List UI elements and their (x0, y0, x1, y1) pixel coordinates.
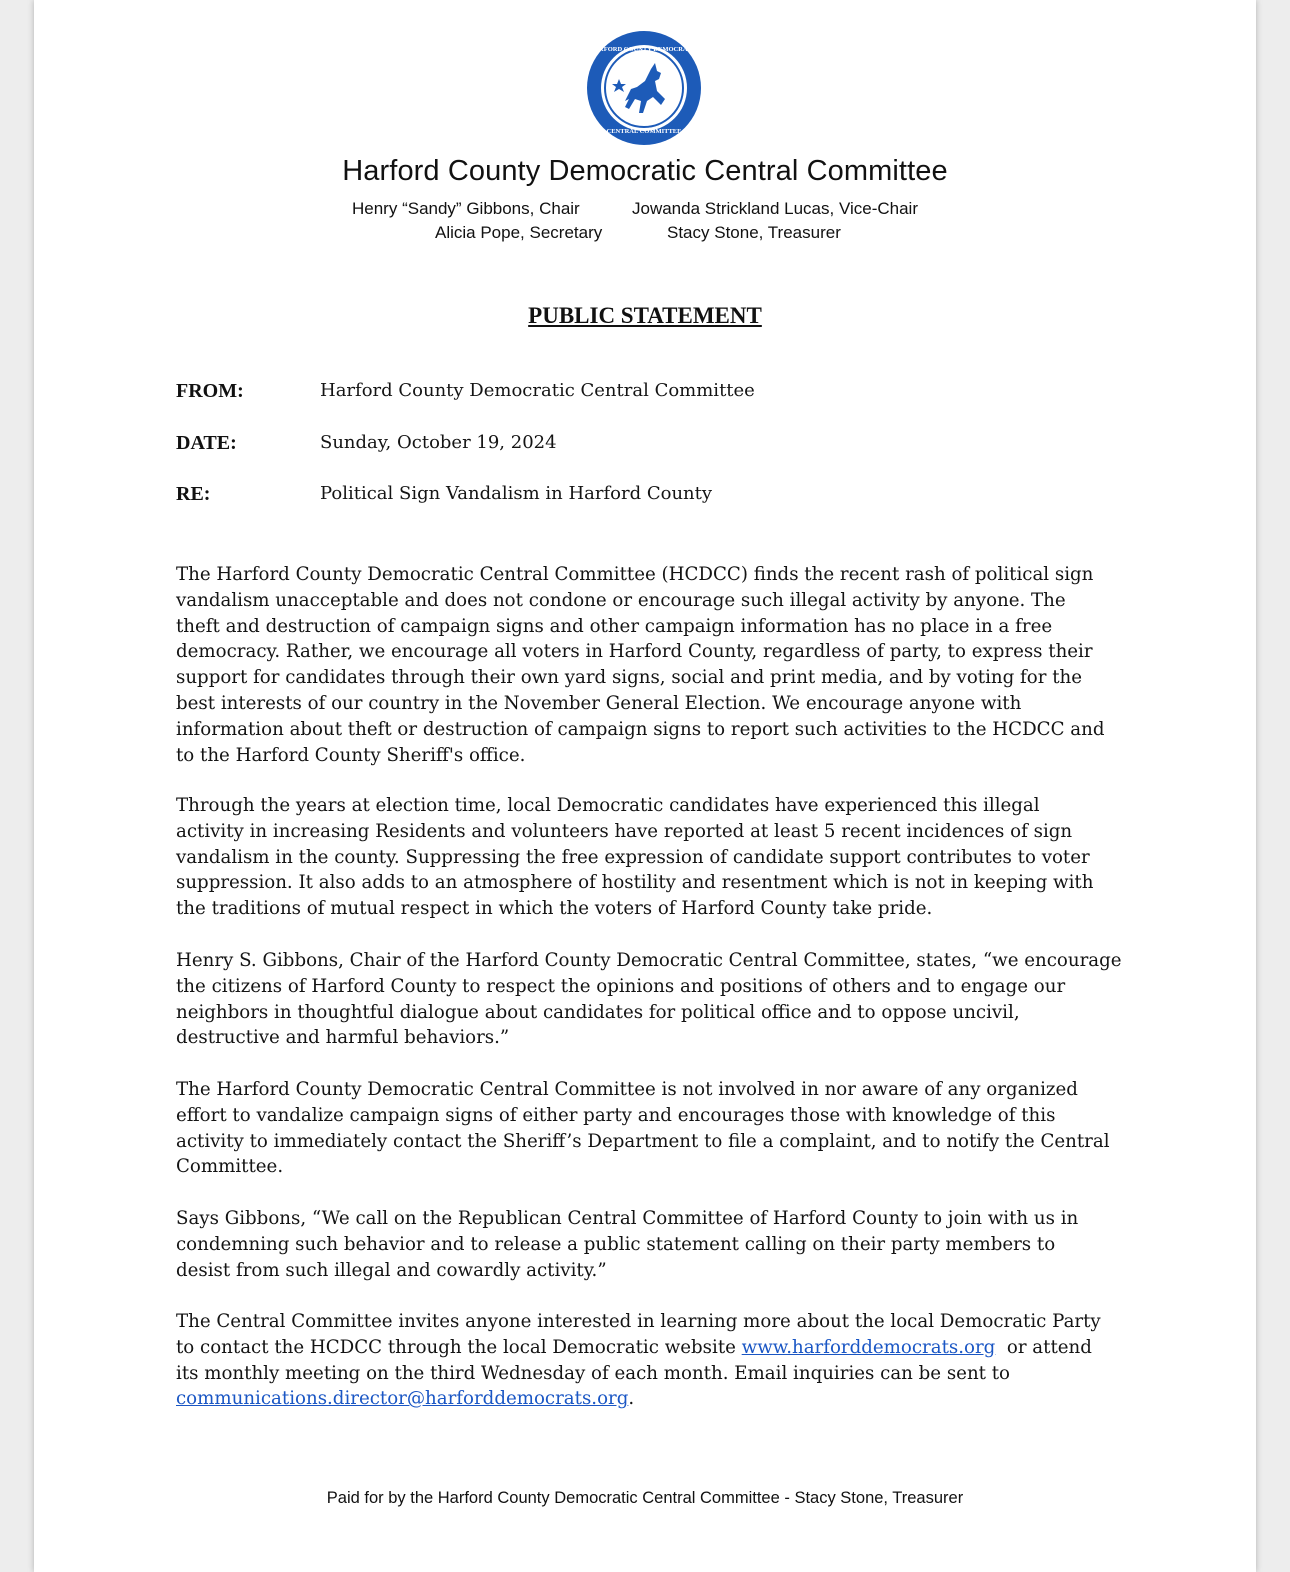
re-value: Political Sign Vandalism in Harford County (320, 483, 713, 504)
paid-for-footer: Paid for by the Harford County Democratic Central Committee - Stacy Stone, Treasurer (326, 1489, 964, 1507)
paragraph-line: information about theft or destruction of campaign signs to report such activities to the HCDCC and (176, 718, 1105, 740)
paragraph-line: democracy. Rather, we encourage all voters in Harford County, regardless of party, to express their (176, 641, 1093, 663)
closing-text: to contact the HCDCC through the local Democratic website (176, 1336, 742, 1358)
paragraph-line: suppression. It also adds to an atmosphere of hostility and resentment which is not in keeping with (176, 872, 1094, 894)
from-label: FROM: (176, 380, 244, 402)
paragraph-line: vandalism unacceptable and does not condone or encourage such illegal activity by anyone. The (176, 589, 1066, 611)
paragraph-line: support for candidates through their own yard signs, social and print media, and by voting for the (176, 667, 1082, 689)
officer-chair: Henry “Sandy” Gibbons, Chair (352, 199, 580, 218)
organization-title: Harford County Democratic Central Committee (342, 155, 948, 187)
paragraph-line: the citizens of Harford County to respect the opinions and positions of others and to engage our (176, 975, 1066, 997)
document-page (34, 0, 1256, 1572)
paragraph-line: Through the years at election time, local Democratic candidates have experienced this illegal (176, 795, 1040, 816)
svg-text:HARFORD COUNTY DEMOCRATIC: HARFORD COUNTY DEMOCRATIC (589, 46, 699, 53)
paragraph-line: the traditions of mutual respect in which the voters of Harford County take pride. (176, 898, 933, 920)
paragraph-line: vandalism in the county. Suppressing the free expression of candidate support contributes to voter (176, 846, 1090, 868)
paragraph-2 (176, 793, 1126, 922)
paragraph-line: to the Harford County Sheriff's office. (176, 744, 526, 766)
paragraph-line: effort to vandalize campaign signs of either party and encourages those with knowledge of this (176, 1104, 1056, 1126)
officer-treasurer: Stacy Stone, Treasurer (667, 223, 841, 242)
date-label: DATE: (176, 432, 237, 454)
paragraph-line: best interests of our country in the November General Election. We encourage anyone with (176, 692, 1022, 714)
paragraph-line: theft and destruction of campaign signs and other campaign information has no place in a free (176, 615, 1053, 637)
date-value: Sunday, October 19, 2024 (320, 432, 557, 453)
paragraph-line: activity to immediately contact the Sheriff’s Department to file a complaint, and to notify the Central (176, 1130, 1110, 1152)
paragraph-5 (176, 1206, 1126, 1283)
paragraph-line: destructive and harmful behaviors.” (176, 1027, 510, 1049)
paragraph-line: The Harford County Democratic Central Committee (HCDCC) finds the recent rash of political sign (176, 564, 1094, 585)
closing-text: or attend (995, 1336, 1092, 1358)
paragraph-3 (176, 948, 1126, 1051)
paragraph-line: The Central Committee invites anyone interested in learning more about the local Democratic Party (176, 1311, 1101, 1332)
paragraph-line: Committee. (176, 1156, 284, 1178)
officer-secretary: Alicia Pope, Secretary (435, 223, 603, 242)
donkey-seal-icon (585, 29, 703, 147)
closing-text: . (628, 1388, 635, 1410)
paragraph-line (176, 1386, 1126, 1412)
website-link[interactable]: www.harforddemocrats.org (741, 1336, 996, 1358)
paragraph-line (176, 1335, 1126, 1361)
re-label: RE: (176, 483, 211, 505)
paragraph-line: condemning such behavior and to release a public statement calling on their party members to (176, 1233, 1056, 1255)
from-value: Harford County Democratic Central Committee (320, 380, 755, 401)
paragraph-line: neighbors in thoughtful dialogue about candidates for political office and to oppose uncivil, (176, 1001, 1020, 1023)
paragraph-line: desist from such illegal and cowardly activity.” (176, 1259, 607, 1281)
paragraph-4 (176, 1077, 1126, 1180)
paragraph-line: activity in increasing Residents and volunteers have reported at least 5 recent incidences of sign (176, 820, 1073, 842)
paragraph-closing (176, 1309, 1126, 1412)
email-link[interactable]: communications.director@harforddemocrats.org (176, 1388, 629, 1410)
statement-heading: PUBLIC STATEMENT (528, 303, 762, 328)
svg-text:CENTRAL COMMITTEE: CENTRAL COMMITTEE (606, 128, 682, 135)
paragraph-line: its monthly meeting on the third Wednesday of each month. Email inquiries can be sent to (176, 1362, 1011, 1384)
paragraph-1 (176, 562, 1126, 768)
paragraph-line: The Harford County Democratic Central Committee is not involved in nor aware of any organized (176, 1079, 1078, 1100)
paragraph-line: Says Gibbons, “We call on the Republican Central Committee of Harford County to join with us in (176, 1208, 1079, 1229)
officer-vice-chair: Jowanda Strickland Lucas, Vice-Chair (632, 199, 918, 218)
paragraph-line: Henry S. Gibbons, Chair of the Harford County Democratic Central Committee, states, “we encourage (176, 950, 1122, 971)
